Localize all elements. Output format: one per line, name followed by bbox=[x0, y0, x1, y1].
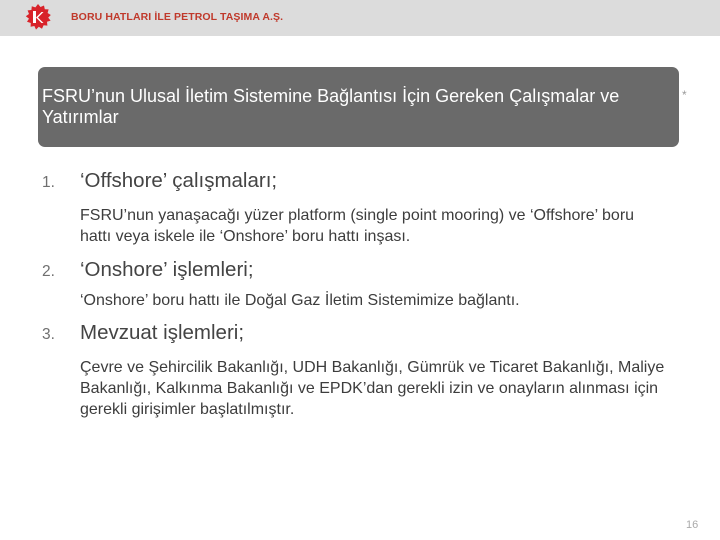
page-number: 16 bbox=[686, 519, 699, 531]
item-1-body: FSRU’nun yanaşacağı yüzer platform (single point mooring) ve ‘Offshore’ boru hattı veya iskele ile ‘Onshore’ boru hattı inşası. bbox=[80, 207, 635, 245]
item-3-number: 3. bbox=[42, 326, 55, 343]
title-mark: * bbox=[682, 88, 687, 102]
item-2-number: 2. bbox=[42, 263, 55, 280]
item-3-heading: Mevzuat işlemleri; bbox=[80, 321, 245, 344]
company-name: BORU HATLARI İLE PETROL TAŞIMA A.Ş. bbox=[71, 11, 284, 23]
company-logo-icon bbox=[25, 4, 51, 30]
item-2-body: ‘Onshore’ boru hattı ile Doğal Gaz İletim Sistemimize bağlantı. bbox=[80, 292, 520, 309]
header-bar bbox=[0, 0, 720, 36]
item-1-number: 1. bbox=[42, 174, 55, 191]
item-2-heading: ‘Onshore’ işlemleri; bbox=[80, 258, 254, 281]
item-3-body: Çevre ve Şehircilik Bakanlığı, UDH Bakanlığı, Gümrük ve Ticaret Bakanlığı, Maliye Bakanlığı, Kalkınma Bakanlığı ve EPDK’dan gerekli izin ve onayların alınması için gerekli girişimler başlatılmıştır. bbox=[80, 359, 665, 418]
slide-title: FSRU’nun Ulusal İletim Sistemine Bağlantısı İçin Gereken Çalışmalar ve Yatırımlar bbox=[42, 86, 620, 127]
item-1-heading: ‘Offshore’ çalışmaları; bbox=[80, 169, 278, 192]
